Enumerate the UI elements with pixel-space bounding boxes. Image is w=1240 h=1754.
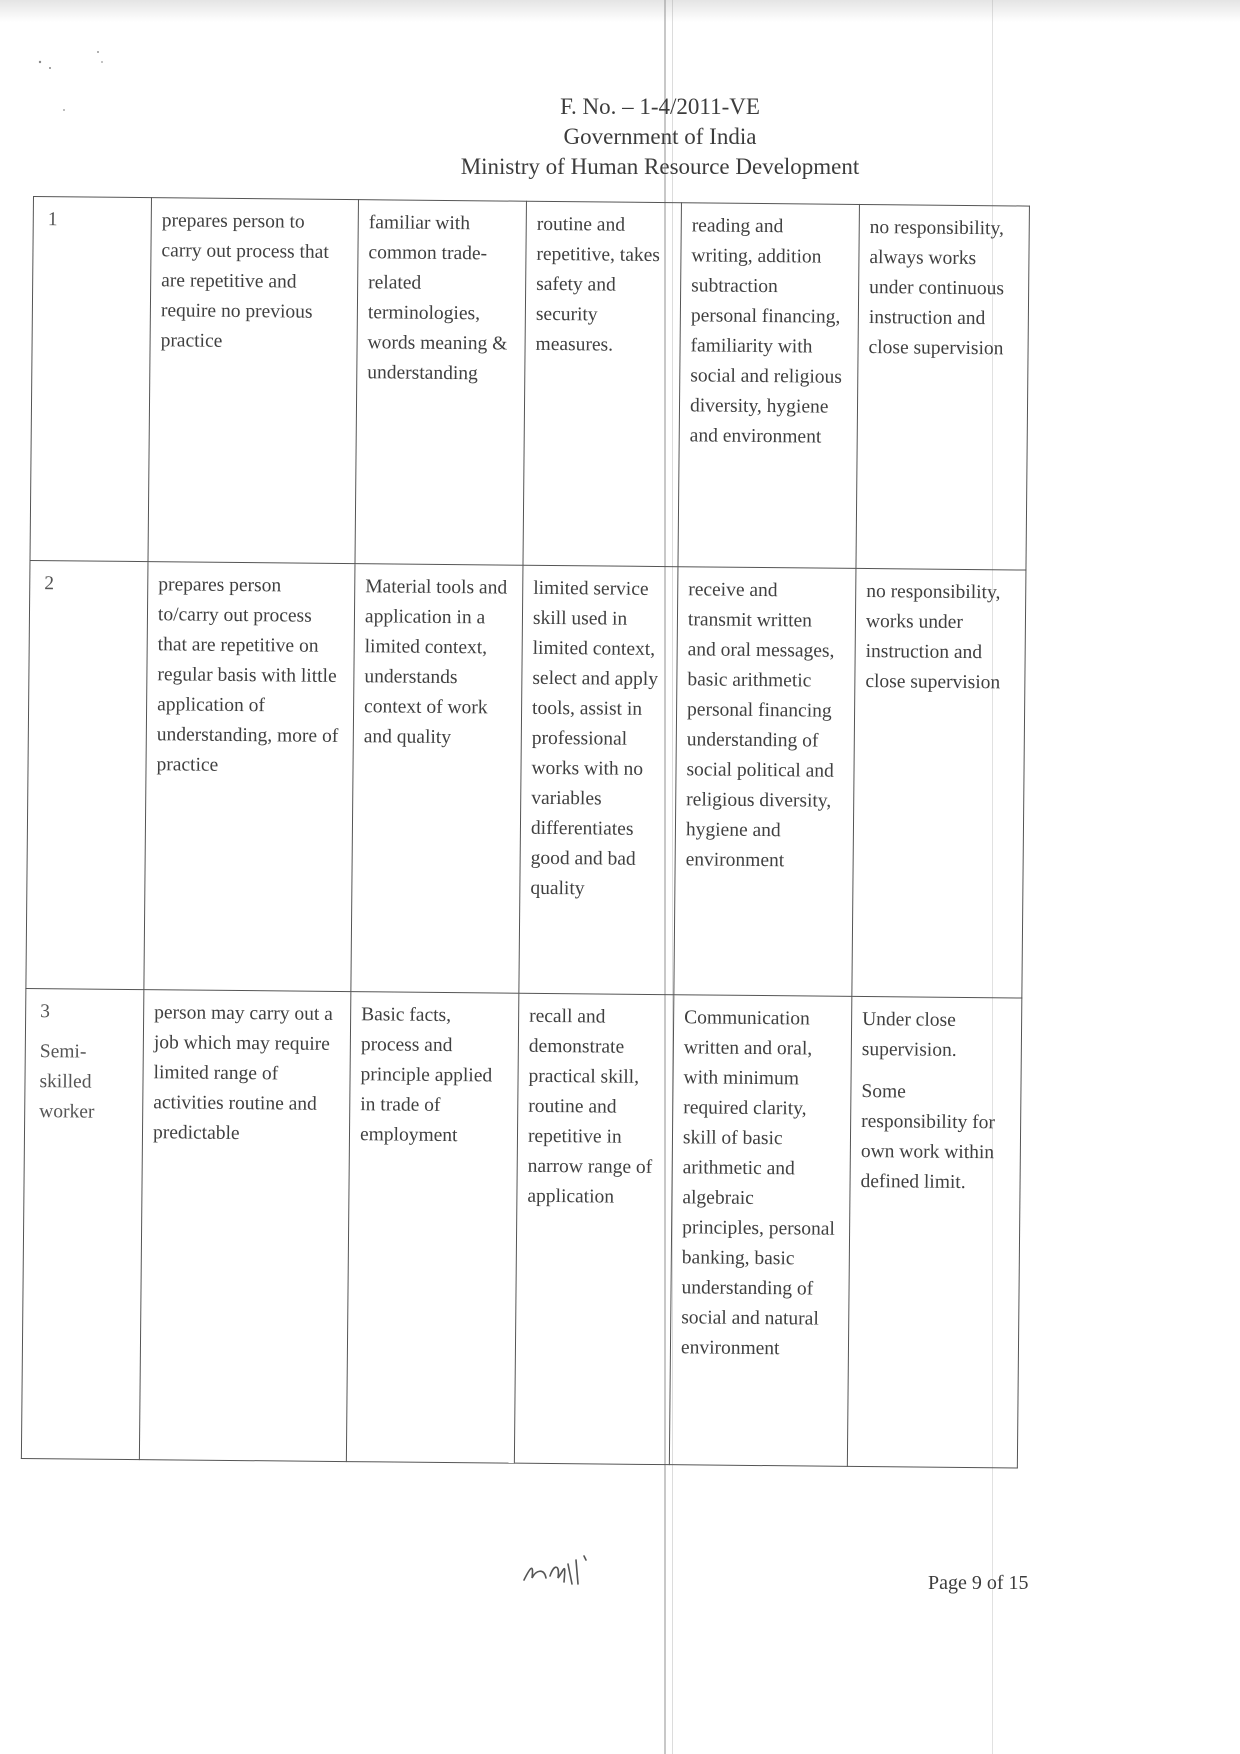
knowledge-cell: Material tools and application in a limited context, understands context of work and quality: [351, 564, 523, 994]
skill-cell: recall and demonstrate practical skill, routine and repetitive in narrow range of application: [514, 993, 674, 1464]
government-title: Government of India: [563, 124, 757, 149]
signature-initials: [520, 1550, 610, 1590]
knowledge-cell: familiar with common trade-related terminologies, words meaning & understanding: [355, 200, 526, 566]
core-skill-cell: reading and writing, addition subtraction personal financing, familiarity with social and religious diversity, hygiene and environment: [678, 203, 859, 569]
level-cell: [21, 988, 144, 1459]
responsibility-text: no responsibility, works under instruction and close supervision: [865, 581, 1001, 694]
table-row: [21, 988, 1021, 1468]
level-cell: [26, 560, 148, 989]
scan-specks: [28, 40, 118, 120]
skill-cell: limited service skill used in limited context, select and apply tools, assist in professional works with no variables differentiates good and bad quality: [519, 565, 678, 994]
level-number: 3: [40, 1001, 51, 1023]
responsibility-cell: [856, 204, 1029, 570]
process-cell: prepares person to carry out process that are repetitive and require no previous practice: [148, 198, 358, 564]
level-number: 1: [47, 209, 58, 231]
document-header: [300, 92, 1020, 182]
levels-table-wrapper: [21, 196, 1029, 1468]
file-number: F. No. – 1-4/2011-VE: [560, 94, 760, 119]
level-cell: [30, 197, 151, 562]
responsibility-cell: [847, 996, 1022, 1468]
level-number: 2: [44, 573, 55, 595]
scan-top-band: [0, 0, 1240, 22]
core-skill-cell: receive and transmit written and oral messages, basic arithmetic personal financing understanding of social political and religious diversity, hygiene and environment: [674, 567, 856, 997]
responsibility-extra: Some responsibility for own work within defined limit.: [860, 1080, 996, 1193]
level-category: Semi-skilled worker: [39, 1041, 95, 1123]
table-row: [26, 560, 1026, 998]
process-cell: person may carry out a job which may require limited range of activities routine and predictable: [139, 990, 351, 1462]
responsibility-cell: [852, 568, 1026, 998]
responsibility-text: no responsibility, always works under continuous instruction and close supervision: [868, 217, 1005, 360]
table-row: [30, 197, 1029, 571]
levels-table: [21, 196, 1030, 1469]
ministry-title: Ministry of Human Resource Development: [460, 154, 860, 179]
knowledge-cell: Basic facts, process and principle applied in trade of employment: [346, 992, 519, 1464]
core-skill-cell: Communication written and oral, with minimum required clarity, skill of basic arithmetic and algebraic principles, personal banking, basic understanding of social and natural environment: [669, 995, 852, 1467]
process-cell: prepares person to/carry out process that are repetitive on regular basis with little application of understanding, more of practice: [144, 562, 355, 992]
page-number: Page 9 of 15: [928, 1572, 1029, 1594]
responsibility-text: Under close supervision.: [861, 1008, 957, 1061]
skill-cell: routine and repetitive, takes safety and security measures.: [523, 201, 681, 566]
